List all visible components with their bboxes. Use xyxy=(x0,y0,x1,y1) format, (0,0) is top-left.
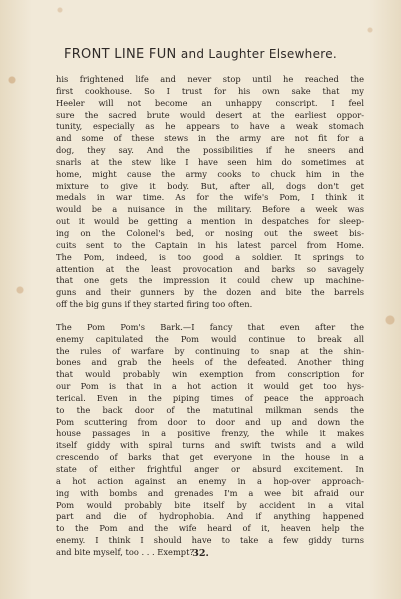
text-line: attention at the least provocation and barks so savagely xyxy=(56,263,364,274)
paragraph xyxy=(56,74,364,311)
text-line: the rules of warfare by continuing to snap at the shin- xyxy=(56,345,364,356)
text-line: to the back door of the matutinal milkman sends the xyxy=(56,404,364,415)
text-line: itself giddy with spiral turns and swift twists and a wild xyxy=(56,440,364,451)
text-line: cuits sent to the Captain in his latest parcel from Home. xyxy=(56,239,364,250)
text-line: snarls at the stew like I have seen him do sometimes at xyxy=(56,156,364,167)
running-header xyxy=(0,46,401,62)
paragraph xyxy=(56,322,364,559)
text-line: enemy capitulated the Pom would continue to break all xyxy=(56,333,364,344)
text-line: ing with bombs and grenades I'm a wee bit afraid our xyxy=(56,487,364,498)
text-line: ing on the Colonel's bed, or nosing out the sweet bis- xyxy=(56,227,364,238)
text-line: crescendo of barks that get everyone in the house in a xyxy=(56,452,364,463)
text-line: medals in war time. As for the wife's Pom, I think it xyxy=(56,192,364,203)
text-line: state of either frightful anger or absurd excitement. In xyxy=(56,464,364,474)
text-line: enemy. I think I should have to take a few giddy turns xyxy=(56,535,364,546)
paragraph-gap xyxy=(56,311,364,322)
text-line: a hot action against an enemy in a hop-over approach- xyxy=(56,475,364,486)
text-line: off the big guns if they started firing too often. xyxy=(56,299,253,310)
text-line: The Pom, indeed, is too good a soldier. It springs to xyxy=(56,251,364,262)
text-line: Pom would probably bite itself by accident in a vital xyxy=(56,499,364,510)
text-line: guns and their gunners by the dozen and bite the barrels xyxy=(56,287,364,298)
text-line: to the Pom and the wife heard of it, heaven help the xyxy=(56,523,364,534)
text-line: would be a nuisance in the military. Before a week was xyxy=(56,204,364,215)
header-title-sub: and Laughter Elsewhere. xyxy=(180,47,338,61)
text-line: his frightened life and never stop until he reached the xyxy=(56,74,364,84)
text-line: dog, they say. And the possibilities if he sneers and xyxy=(56,145,364,156)
page-number: 32. xyxy=(192,548,209,559)
text-line: Pom scuttering from door to door and up and down the xyxy=(56,416,364,427)
text-line: our Pom is that in a hot action it would get too hys- xyxy=(56,381,364,392)
text-line: and some of these stews in the army are not fit for a xyxy=(56,133,364,144)
text-line: sure the sacred brute would desert at the earliest oppor- xyxy=(56,109,364,120)
text-line: and bite myself, too . . . Exempt? xyxy=(56,546,194,557)
text-line: bones and grab the heels of the defeated. Another thing xyxy=(56,357,364,368)
text-line: mixture to give it body. But, after all, dogs don't get xyxy=(56,180,364,191)
text-line: part and die of hydrophobia. And if anything happened xyxy=(56,511,364,522)
text-line: The Pom Pom's Bark.—I fancy that even after the xyxy=(56,321,364,332)
text-line: Heeler will not become an unhappy conscript. I feel xyxy=(56,97,364,108)
text-line: out it would be getting a mention in despatches for sleep- xyxy=(56,216,364,227)
text-line: house passages in a positive frenzy, the while it makes xyxy=(56,428,364,439)
text-line: terical. Even in the piping times of peace the approach xyxy=(56,392,364,403)
text-line: first cookhouse. So I trust for his own sake that my xyxy=(56,85,364,96)
text-line: that one gets the impression it could chew up machine- xyxy=(56,275,364,286)
header-title-main: FRONT LINE FUN xyxy=(63,47,177,62)
text-line: tunity, especially as he appears to have a weak stomach xyxy=(56,121,364,132)
text-line: that would probably win exemption from conscription for xyxy=(56,369,364,380)
body-text xyxy=(56,74,364,559)
text-line: home, might cause the army cooks to chuck him in the xyxy=(56,168,364,179)
